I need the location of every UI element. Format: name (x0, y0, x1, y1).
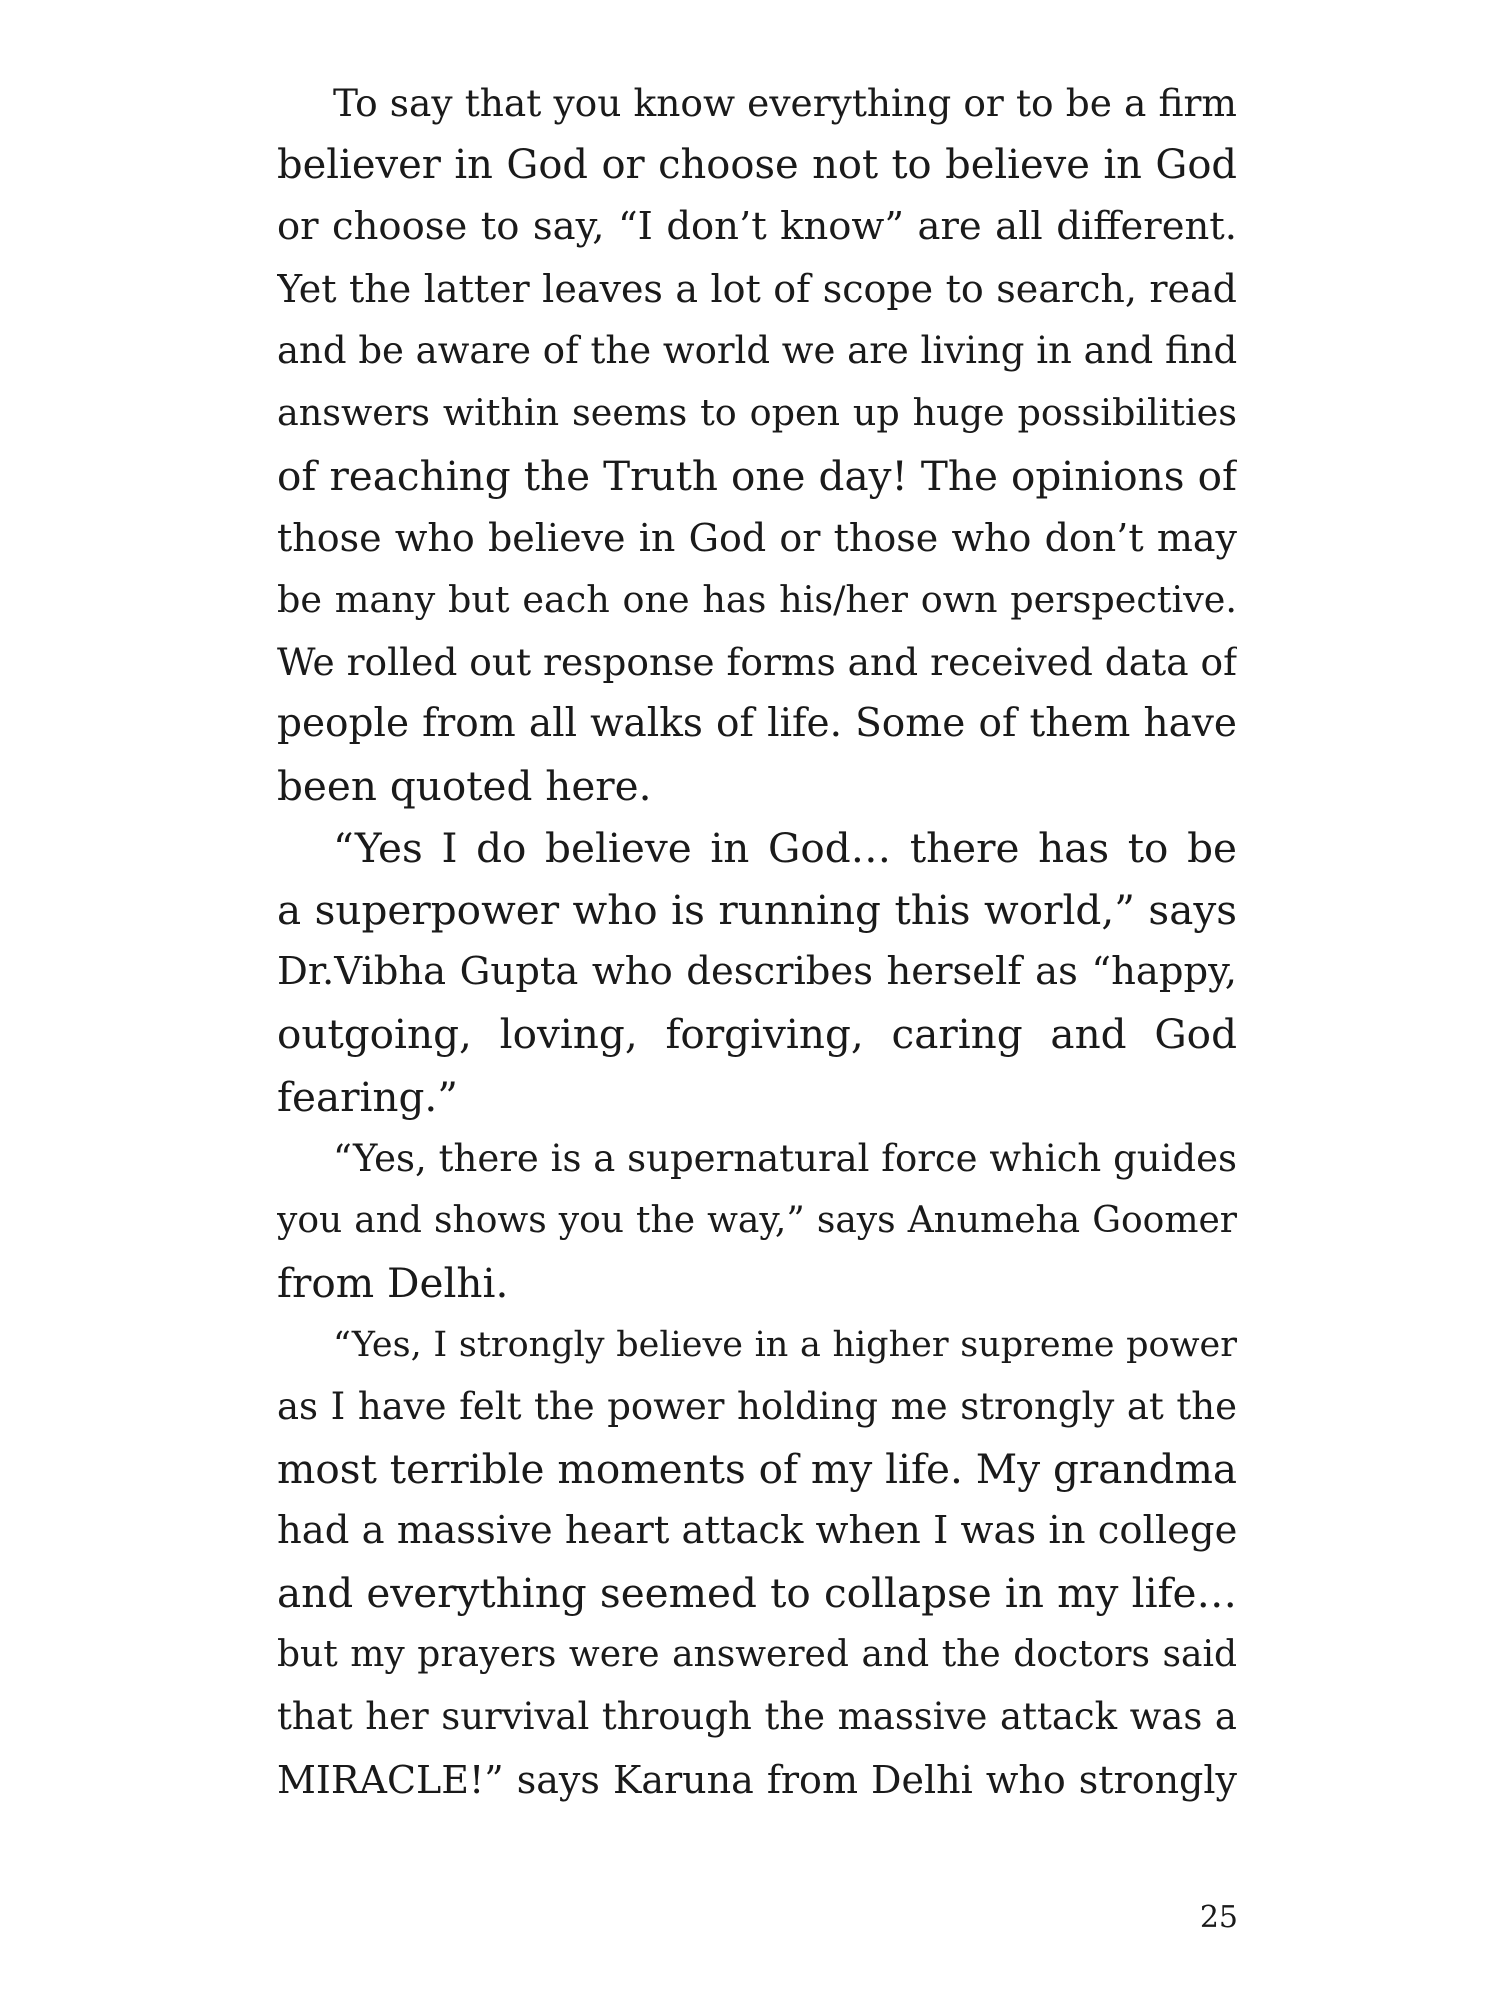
text-line: Yet the latter leaves a lot of scope to search, read (277, 267, 1237, 312)
text-line: been quoted here. (277, 762, 652, 811)
text-line: you and shows you the way,” says Anumeha Goomer (277, 1199, 1237, 1241)
text-line: and everything seemed to collapse in my life… (277, 1569, 1237, 1618)
text-line: of reaching the Truth one day! The opinions of (277, 451, 1237, 500)
text-line: “Yes I do believe in God… there has to be (333, 824, 1237, 873)
text-line: a superpower who is running this world,” says (277, 886, 1237, 935)
text-line: answers within seems to open up huge possibilities (277, 391, 1237, 435)
text-line: people from all walks of life. Some of them have (277, 700, 1237, 746)
text-line: or choose to say, “I don’t know” are all different. (277, 204, 1237, 250)
text-line: “Yes, I strongly believe in a higher supreme power (333, 1324, 1237, 1365)
text-line: We rolled out response forms and received data of (277, 639, 1237, 684)
text-line: MIRACLE!” says Karuna from Delhi who strongly (277, 1757, 1237, 1802)
text-line: but my prayers were answered and the doctors said (277, 1634, 1237, 1676)
text-line: that her survival through the massive attack was a (277, 1695, 1237, 1739)
text-line: outgoing, loving, forgiving, caring and God (277, 1010, 1237, 1059)
text-line: believer in God or choose not to believe in God (277, 142, 1237, 189)
text-line: and be aware of the world we are living in and find (277, 329, 1237, 373)
text-line: had a massive heart attack when I was in college (277, 1508, 1237, 1554)
body-text (277, 72, 1237, 1811)
text-line: be many but each one has his/her own perspective. (277, 577, 1237, 621)
text-line: To say that you know everything or to be a firm (333, 81, 1237, 125)
text-line: those who believe in God or those who don’t may (277, 515, 1237, 560)
text-line: “Yes, there is a supernatural force which guides (333, 1136, 1237, 1180)
text-line: most terrible moments of my life. My grandma (277, 1445, 1237, 1494)
text-line: fearing.” (277, 1072, 459, 1121)
text-line: Dr.Vibha Gupta who describes herself as “happy, (277, 949, 1237, 995)
page-number: 25 (1199, 1900, 1238, 1935)
text-line: from Delhi. (277, 1258, 509, 1307)
text-line: as I have felt the power holding me strongly at the (277, 1384, 1237, 1428)
